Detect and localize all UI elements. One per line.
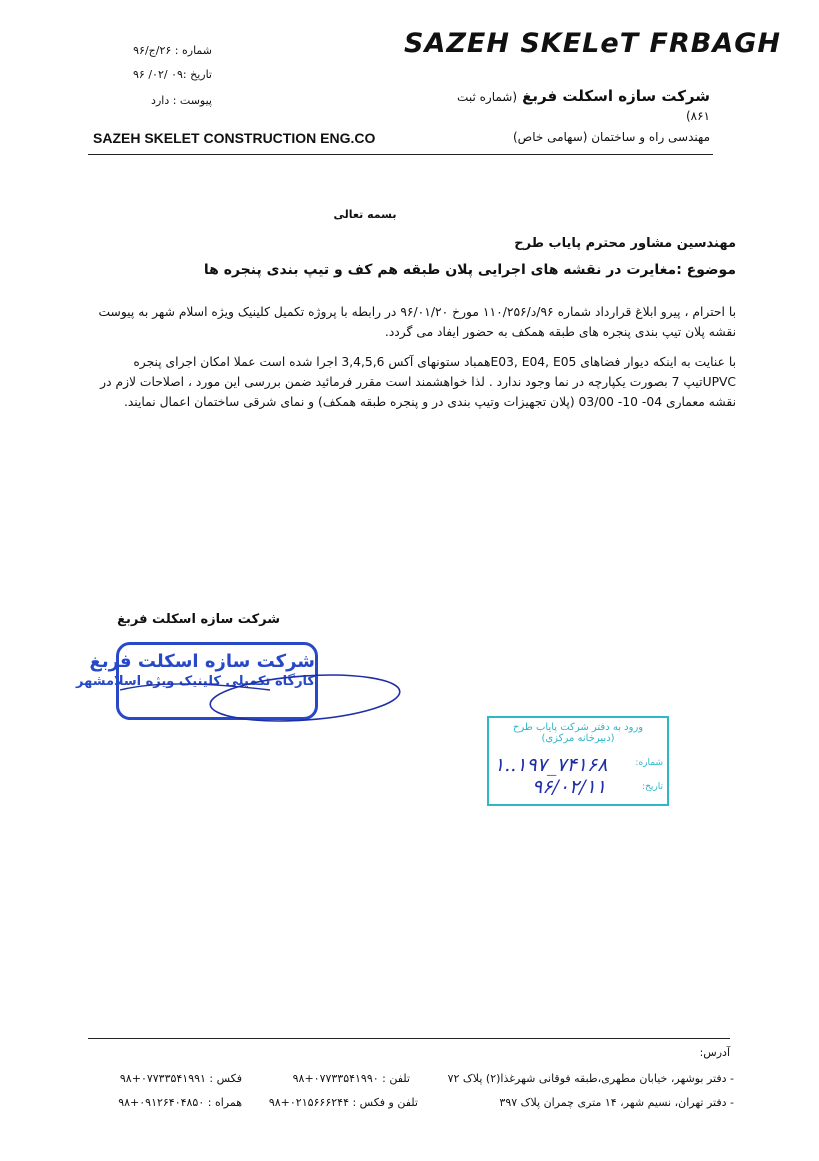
letter-date: تاریخ :۰۹ /۰۲/ ۹۶ xyxy=(133,68,212,81)
receipt-date-handwritten: ۹۶/۰۲/۱۱ xyxy=(532,776,607,798)
office-bushehr-fax: فکس : ۰۷۷۳۳۵۴۱۹۹۱+۹۸ xyxy=(119,1072,242,1085)
body-paragraph-2: با عنایت به اینکه دیوار فضاهای E03, E04, E05همباد ستونهای آکس 3,4,5,6 اجرا شده است عملا امکان اجرای پنجره UPVCتیپ 7 بصورت یکپارچه در نما وجود ندارد . لذا خواهشمند است مقرر فرمائید ضمن بررسی این مورد ، اصلاحات لازم در نقشه معماری 04- 10- 03/00 (پلان تجهیزات وتیپ بندی در و پنجره طبقه همکف) و نمای شرقی ساختمان اعمال نمایند. xyxy=(100,355,736,409)
registration-number: (شماره ثبت ۸۶۱) xyxy=(457,90,710,123)
company-stamp-line1: شرکت سازه اسکلت فربغ xyxy=(89,651,315,672)
office-tehran-mobile: همراه : ۰۹۱۲۶۴۰۴۸۵۰+۹۸ xyxy=(118,1096,242,1109)
receipt-number-handwritten: ۱..۱۹۷_۷۴۱۶۸ xyxy=(494,754,608,776)
footer-divider xyxy=(88,1038,730,1039)
receipt-stamp-subtitle: (دبیرخانه مرکزی) xyxy=(541,733,615,744)
company-stamp-line2: کارگاه تکمیلی کلینیک ویژه اسلامشهر xyxy=(76,674,315,689)
office-bushehr-phone: تلفن : ۰۷۷۳۳۵۴۱۹۹۰+۹۸ xyxy=(292,1072,410,1085)
subject-line: موضوع :مغایرت در نقشه های اجرایی پلان طبقه هم کف و تیپ بندی پنجره ها xyxy=(203,262,736,278)
office-tehran-address: - دفتر تهران، نسیم شهر، ۱۴ متری چمران پلاک ۳۹۷ xyxy=(499,1096,734,1109)
office-tehran-phone-fax: تلفن و فکس : ۰۲۱۵۶۶۶۲۴۴+۹۸ xyxy=(268,1096,418,1109)
company-persian-subtitle: مهندسی راه و ساختمان (سهامی خاص) xyxy=(513,130,710,144)
company-persian-block xyxy=(440,86,710,124)
signer-name: شرکت سازه اسکلت فربغ xyxy=(117,612,280,627)
company-latin-name: SAZEH SKELeT FRBAGH xyxy=(404,28,781,59)
salutation: بسمه تعالی xyxy=(333,208,397,221)
header-divider xyxy=(88,154,713,155)
signature-scribble xyxy=(76,650,410,740)
company-persian-name: شرکت سازه اسکلت فربغ xyxy=(522,87,710,105)
company-english-full-name: SAZEH SKELET CONSTRUCTION ENG.CO xyxy=(93,130,376,146)
letter-number: شماره : ۲۶/ج/۹۶ xyxy=(133,44,212,57)
receipt-date-label: تاریخ: xyxy=(642,782,663,792)
receipt-number-label: شماره: xyxy=(635,758,663,768)
receipt-stamp-title: ورود به دفتر شرکت پایاب طرح xyxy=(512,722,644,733)
body-paragraph-1: با احترام ، پیرو ابلاغ قرارداد شماره ۹۶/د/۱۱۰/۲۵۶ مورخ ۹۶/۰۱/۲۰ در رابطه با پروژه تکمیل کلینیک ویژه اسلام شهر به پیوست نقشه پلان تیپ بندی پنجره های طبقه همکف به حضور ایفاد می گردد. xyxy=(98,305,736,339)
address-label: آدرس: xyxy=(699,1046,730,1059)
office-bushehr-address: - دفتر بوشهر، خیابان مطهری،طبقه فوقانی شهرغذا(۲) پلاک ۷۲ xyxy=(447,1072,734,1085)
recipient: مهندسین مشاور محترم پایاب طرح xyxy=(514,236,736,251)
letter-attachment: پیوست : دارد xyxy=(151,94,212,107)
